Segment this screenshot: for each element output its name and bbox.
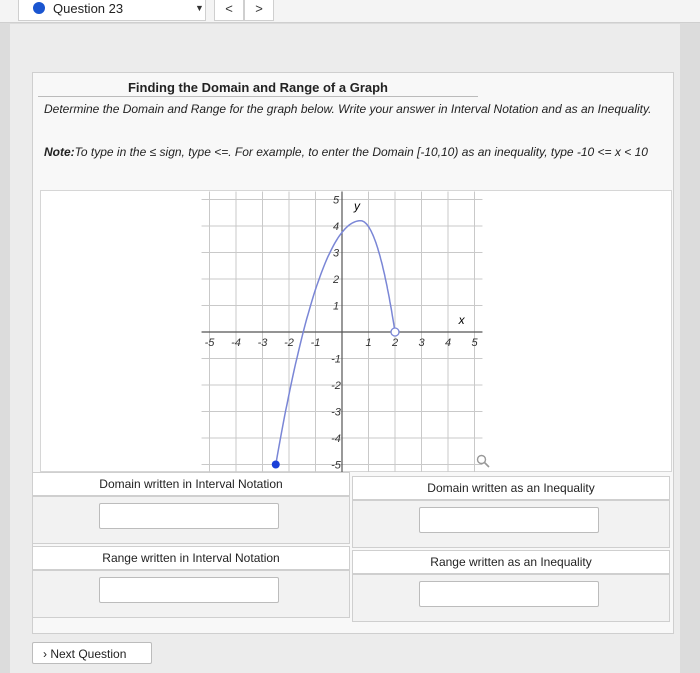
x-tick-label: -3 <box>257 337 268 349</box>
x-tick-label: 4 <box>444 337 452 349</box>
y-axis-label: y <box>354 199 360 214</box>
chevron-right-icon: › <box>43 647 47 661</box>
domain-inequality-cell <box>352 500 670 548</box>
next-question-arrow-button[interactable]: > <box>244 0 274 21</box>
range-inequality-input[interactable] <box>419 581 599 607</box>
problem-note <box>44 145 664 160</box>
question-selector[interactable] <box>18 0 206 21</box>
x-tick-label: -2 <box>284 337 294 349</box>
open-endpoint <box>391 328 399 336</box>
top-toolbar <box>0 0 700 23</box>
x-tick-label: -1 <box>310 337 321 349</box>
note-text: To type in the ≤ sign, type <=. For example, to enter the Domain [-10,10) as an inequality, type -10 <= x < 10 <box>74 145 648 159</box>
zoom-magnifier-icon[interactable] <box>476 454 490 468</box>
x-tick-label: -5 <box>204 337 215 349</box>
x-tick-label: 1 <box>365 337 372 349</box>
y-tick-label: 4 <box>332 221 340 233</box>
y-tick-label: -2 <box>331 380 341 392</box>
y-tick-label: -5 <box>331 459 341 472</box>
x-tick-label: 5 <box>471 337 478 349</box>
y-tick-label: -3 <box>331 406 341 419</box>
x-tick-label: -4 <box>231 337 241 349</box>
next-question-label: Next Question <box>50 647 127 661</box>
x-tick-label: 3 <box>418 337 425 349</box>
x-tick-label: 2 <box>391 337 399 349</box>
range-inequality-cell <box>352 574 670 622</box>
domain-inequality-header: Domain written as an Inequality <box>352 476 670 500</box>
function-graph <box>190 190 510 472</box>
previous-question-button[interactable]: < <box>214 0 244 21</box>
closed-endpoint <box>272 461 280 469</box>
next-question-button[interactable] <box>32 642 152 664</box>
x-axis-label: x <box>458 313 465 327</box>
range-interval-header: Range written in Interval Notation <box>32 546 350 570</box>
domain-interval-cell <box>32 496 350 544</box>
title-divider <box>38 96 478 97</box>
domain-interval-input[interactable] <box>99 503 279 529</box>
question-label: Question 23 <box>53 1 124 16</box>
y-tick-label: -4 <box>331 433 341 445</box>
y-tick-label: 2 <box>332 274 340 286</box>
note-label: Note: <box>44 145 75 159</box>
problem-prompt: Determine the Domain and Range for the graph below. Write your answer in Interval Notation and as an Inequality. <box>44 102 652 116</box>
y-tick-label: 3 <box>332 247 340 260</box>
domain-interval-header: Domain written in Interval Notation <box>32 472 350 496</box>
range-interval-cell <box>32 570 350 618</box>
problem-title: Finding the Domain and Range of a Graph <box>127 80 388 95</box>
range-inequality-header: Range written as an Inequality <box>352 550 670 574</box>
y-tick-label: 1 <box>332 300 340 313</box>
question-status-dot <box>33 2 45 14</box>
domain-inequality-input[interactable] <box>419 507 599 533</box>
y-tick-label: 5 <box>332 194 340 207</box>
chevron-down-icon: ▼ <box>195 3 204 13</box>
y-tick-label: -1 <box>331 353 341 366</box>
range-interval-input[interactable] <box>99 577 279 603</box>
